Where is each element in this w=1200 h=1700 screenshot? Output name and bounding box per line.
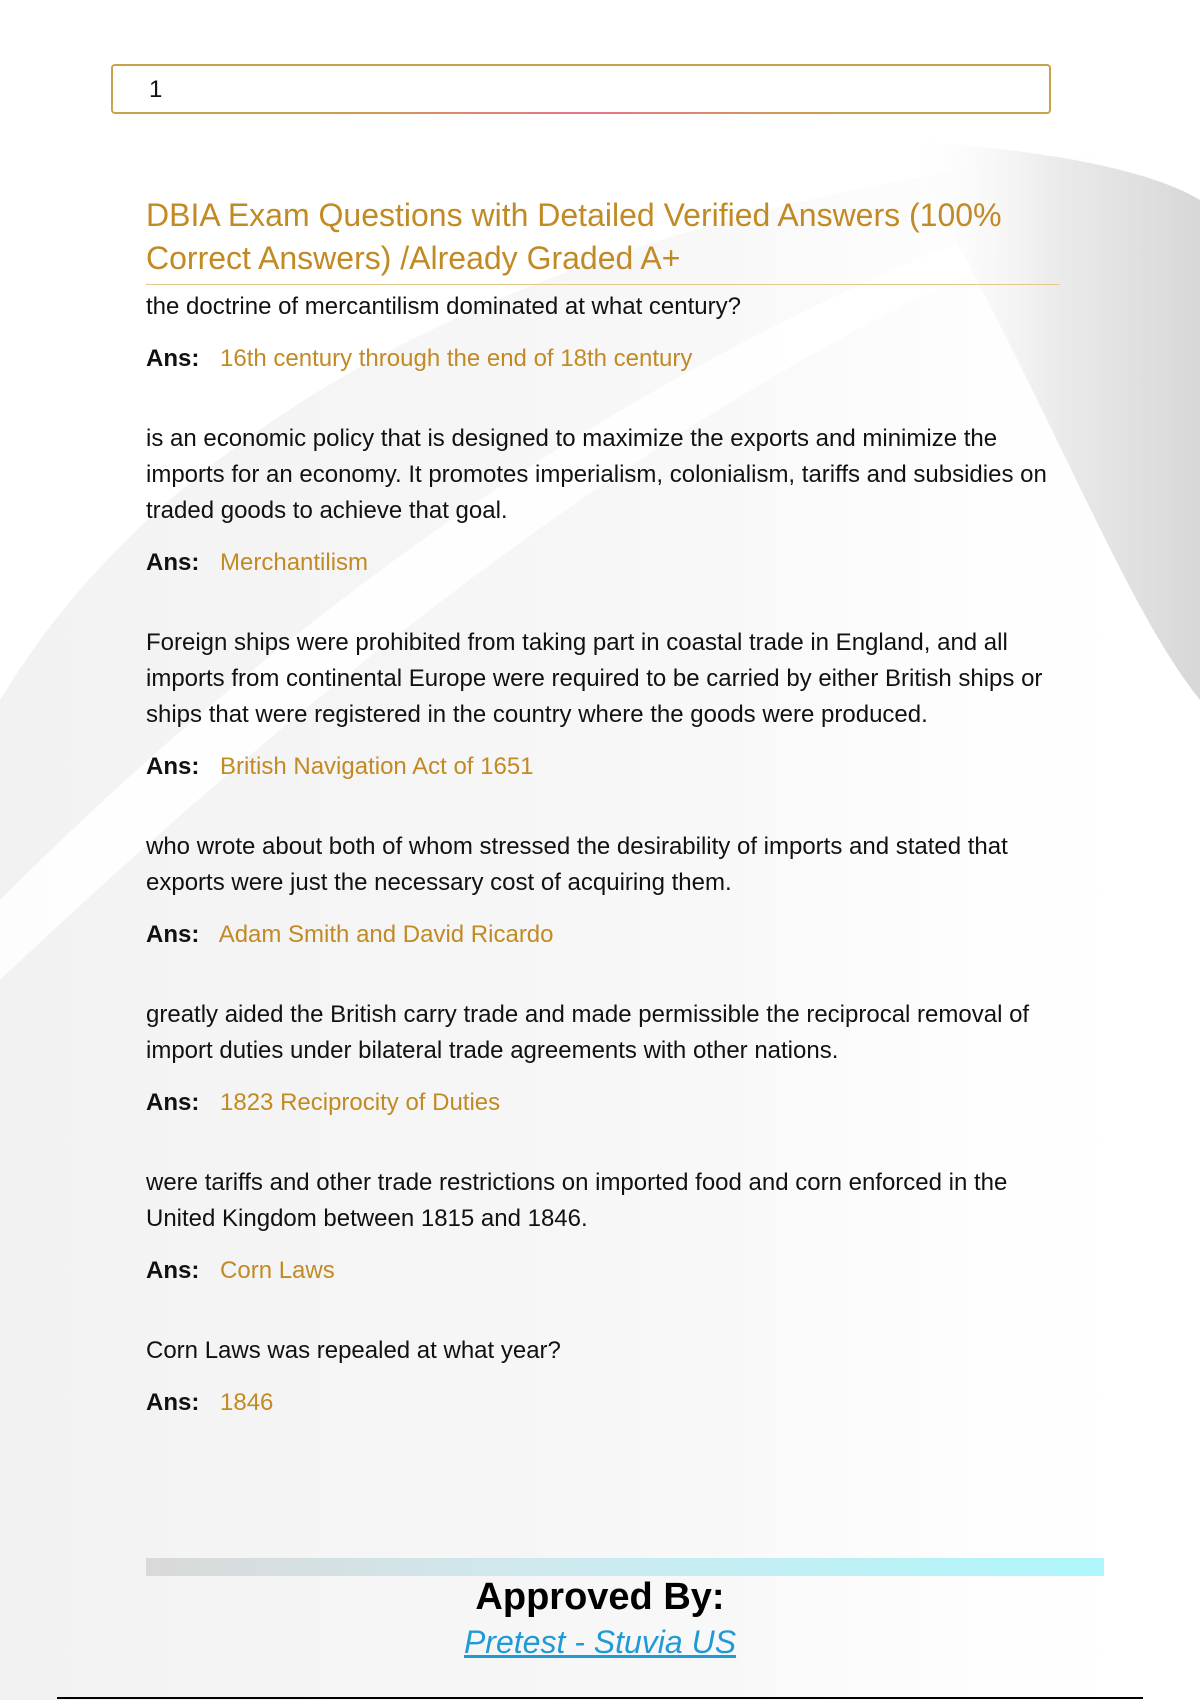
qa-item xyxy=(146,1165,1060,1289)
answer-label: Ans: xyxy=(146,753,200,780)
question-text: greatly aided the British carry trade and made permissible the reciprocal removal of import duties under bilateral trade agreements with other nations. xyxy=(146,1001,1030,1064)
answer-line xyxy=(146,545,1060,581)
bottom-rule xyxy=(57,1697,1143,1699)
qa-item xyxy=(146,289,1060,377)
question-text: who wrote about both of whom stressed the desirability of imports and stated that exports were just the necessary cost of acquiring them. xyxy=(146,833,1008,896)
qa-item xyxy=(146,421,1060,581)
page-number-box xyxy=(111,64,1051,114)
answer-text: 1846 xyxy=(220,1389,274,1416)
answer-line xyxy=(146,917,1060,953)
answer-label: Ans: xyxy=(146,921,200,948)
qa-item xyxy=(146,1333,1060,1421)
answer-text: Merchantilism xyxy=(220,549,369,576)
page-number: 1 xyxy=(149,76,163,103)
question-text: the doctrine of mercantilism dominated at what century? xyxy=(146,293,741,320)
answer-line xyxy=(146,341,1060,377)
answer-line xyxy=(146,1085,1060,1121)
answer-text: Adam Smith and David Ricardo xyxy=(218,921,554,948)
answer-text: 16th century through the end of 18th century xyxy=(220,345,693,372)
question-text: is an economic policy that is designed to maximize the exports and minimize the imports for an economy. It promotes imperialism, colonialism, tariffs and subsidies on traded goods to achieve that goal. xyxy=(146,425,1047,524)
answer-text: 1823 Reciprocity of Duties xyxy=(220,1089,501,1116)
answer-line xyxy=(146,749,1060,785)
answer-label: Ans: xyxy=(146,1089,200,1116)
answer-label: Ans: xyxy=(146,1389,200,1416)
qa-item xyxy=(146,625,1060,785)
footer-divider-bar xyxy=(146,1558,1104,1576)
answer-line xyxy=(146,1253,1060,1289)
question-text: Foreign ships were prohibited from taking part in coastal trade in England, and all imports from continental Europe were required to be carried by either British ships or ships that were registered in the country where the goods were produced. xyxy=(146,629,1043,728)
document-title: DBIA Exam Questions with Detailed Verified Answers (100% Correct Answers) /Already Graded A+ xyxy=(146,194,1060,285)
question-text: were tariffs and other trade restrictions on imported food and corn enforced in the United Kingdom between 1815 and 1846. xyxy=(146,1169,1008,1232)
approved-by-link[interactable]: Pretest - Stuvia US xyxy=(463,1624,737,1660)
answer-text: British Navigation Act of 1651 xyxy=(220,753,534,780)
approved-by-label: Approved By: xyxy=(475,1576,725,1618)
question-text: Corn Laws was repealed at what year? xyxy=(146,1337,561,1364)
answer-label: Ans: xyxy=(146,549,200,576)
document-content xyxy=(146,194,1060,1421)
answer-line xyxy=(146,1385,1060,1421)
answer-text: Corn Laws xyxy=(220,1257,335,1284)
answer-label: Ans: xyxy=(146,1257,200,1284)
answer-label: Ans: xyxy=(146,345,200,372)
qa-item xyxy=(146,997,1060,1121)
qa-item xyxy=(146,829,1060,953)
